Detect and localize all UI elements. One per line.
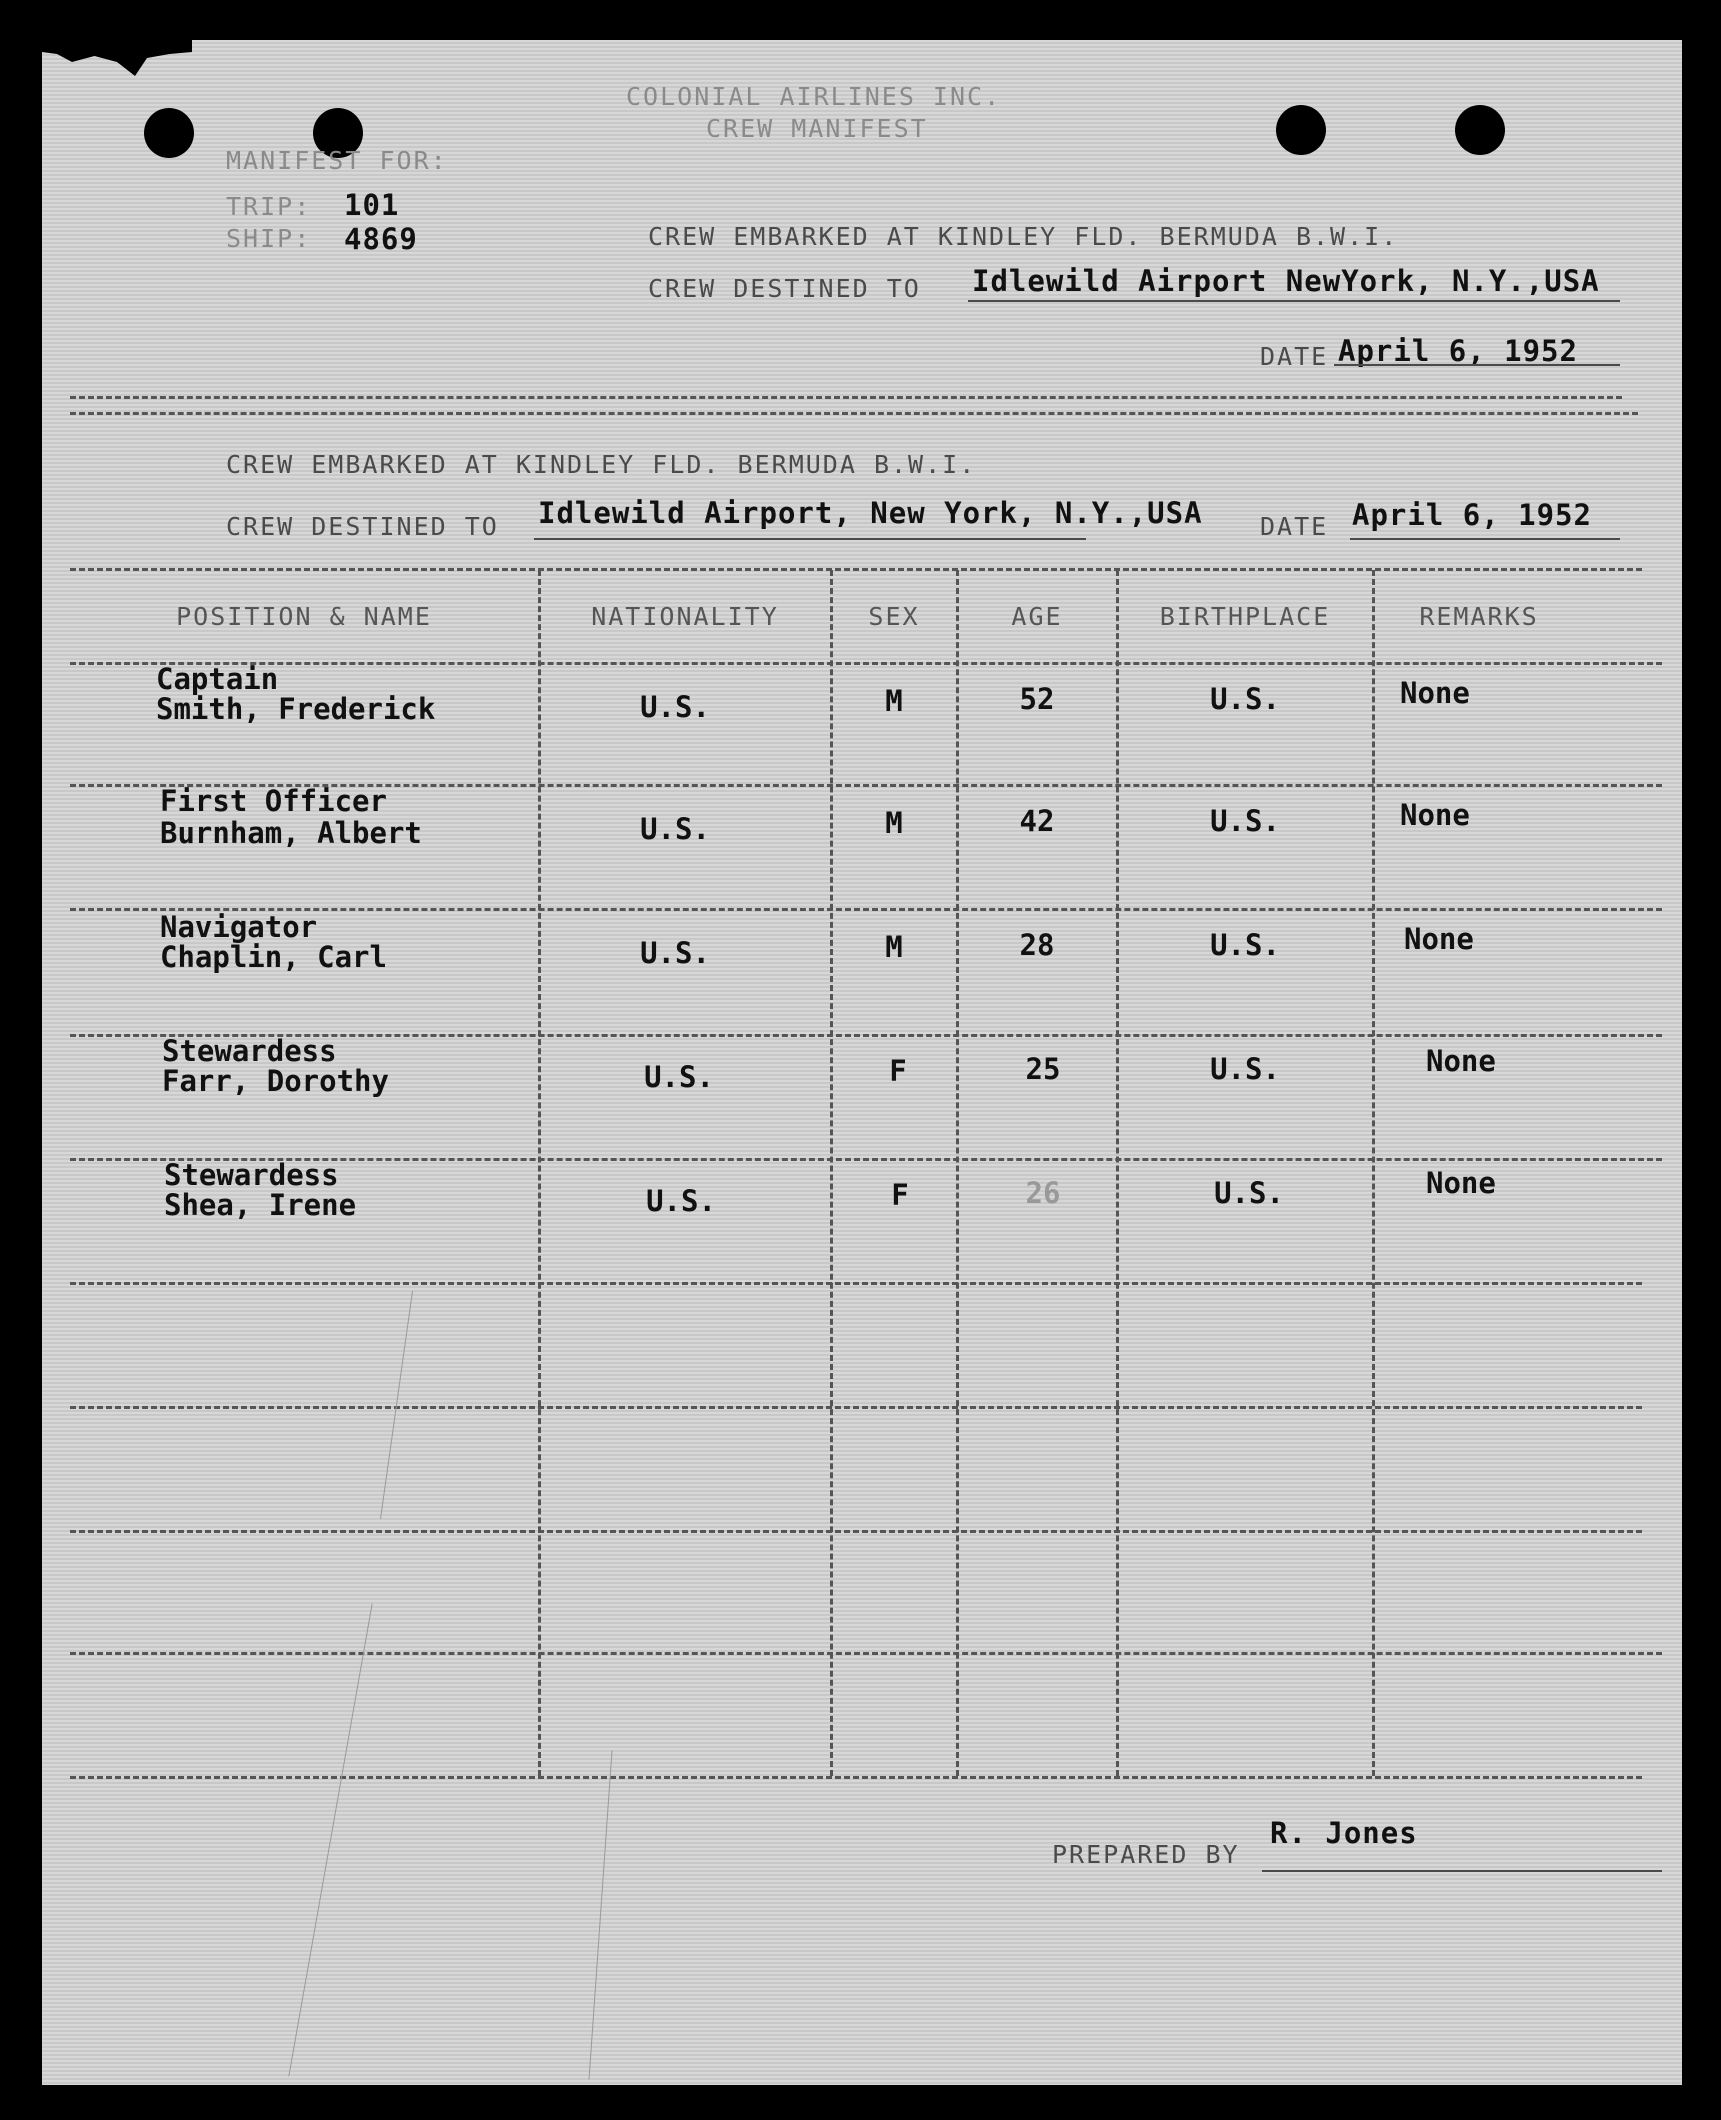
prepared-by-label: PREPARED BY [1052,1840,1240,1869]
crew-name: Smith, Frederick [156,692,436,726]
section-date-label: DATE [1260,512,1329,541]
column-divider [1116,570,1119,1776]
crew-sex: F [889,1054,907,1088]
destined-underline [968,300,1620,302]
table-header-line [70,662,1662,665]
crew-nationality: U.S. [644,1060,714,1094]
manifest-title: CREW MANIFEST [706,114,928,143]
crew-position: Stewardess [164,1158,339,1192]
header-destined-value: Idlewild Airport NewYork, N.Y.,USA [972,264,1600,298]
column-header-remarks: REMARKS [1419,602,1539,631]
crew-birthplace: U.S. [1210,928,1280,962]
trip-label: TRIP: [226,192,312,221]
row-line [70,1282,1642,1285]
crew-age: 26 [1025,1176,1061,1210]
crew-birthplace: U.S. [1210,682,1280,716]
crew-age: 28 [1019,928,1055,962]
crew-birthplace: U.S. [1214,1176,1284,1210]
column-header-age: AGE [1011,602,1063,631]
crew-position: First Officer [160,784,387,818]
column-header-nationality: NATIONALITY [591,602,779,631]
column-divider [830,570,833,1776]
crew-sex: M [885,684,903,718]
crew-age: 42 [1019,804,1055,838]
crew-nationality: U.S. [646,1184,716,1218]
crew-name: Burnham, Albert [160,816,422,850]
section-date-value: April 6, 1952 [1352,498,1592,532]
prepared-by-underline [1262,1870,1662,1872]
section-destined-value: Idlewild Airport, New York, N.Y.,USA [538,496,1203,530]
section-embarked-label: CREW EMBARKED AT KINDLEY FLD. BERMUDA B.W.I. [226,450,977,479]
column-header-position-name: POSITION & NAME [176,602,432,631]
column-divider [956,570,959,1776]
crew-age: 25 [1025,1052,1061,1086]
punch-hole [1455,105,1505,155]
table-bottom-line [70,1776,1642,1779]
column-header-birthplace: BIRTHPLACE [1159,602,1331,631]
column-divider [538,570,541,1776]
date-underline [1334,364,1620,366]
separator [70,396,1622,399]
row-line [70,1530,1642,1533]
crew-sex: M [885,930,903,964]
crew-birthplace: U.S. [1210,1052,1280,1086]
crew-remarks: None [1404,922,1474,956]
crew-remarks: None [1400,676,1470,710]
header-destined-label: CREW DESTINED TO [648,274,921,303]
crew-position: Navigator [160,910,318,944]
manifest-for-label: MANIFEST FOR: [226,146,448,175]
section-date-underline [1350,538,1620,540]
table-top-line [70,568,1642,571]
column-divider [1372,570,1375,1776]
crew-nationality: U.S. [640,690,710,724]
crew-remarks: None [1426,1044,1496,1078]
header-embarked-label: CREW EMBARKED AT KINDLEY FLD. BERMUDA B.W.I. [648,222,1399,251]
crew-age: 52 [1019,682,1055,716]
crew-position: Captain [156,662,279,696]
header-date-value: April 6, 1952 [1338,334,1578,368]
crew-name: Chaplin, Carl [160,940,387,974]
crew-nationality: U.S. [640,936,710,970]
prepared-by-value: R. Jones [1270,1816,1418,1850]
header-date-label: DATE [1260,342,1329,371]
ship-label: SHIP: [226,224,312,253]
section-destined-underline [534,538,1086,540]
crew-remarks: None [1400,798,1470,832]
separator [70,412,1638,415]
column-header-sex: SEX [868,602,920,631]
crew-sex: M [885,806,903,840]
crew-remarks: None [1426,1166,1496,1200]
row-line [70,1652,1662,1655]
row-line [70,1406,1642,1409]
ship-value: 4869 [344,222,418,256]
crew-position: Stewardess [162,1034,337,1068]
crew-name: Farr, Dorothy [162,1064,389,1098]
trip-value: 101 [344,188,400,222]
section-destined-label: CREW DESTINED TO [226,512,499,541]
crew-name: Shea, Irene [164,1188,357,1222]
punch-hole [144,108,194,158]
crew-sex: F [891,1178,909,1212]
crew-birthplace: U.S. [1210,804,1280,838]
company-name: COLONIAL AIRLINES INC. [626,82,1002,111]
crew-nationality: U.S. [640,812,710,846]
punch-hole [1276,105,1326,155]
